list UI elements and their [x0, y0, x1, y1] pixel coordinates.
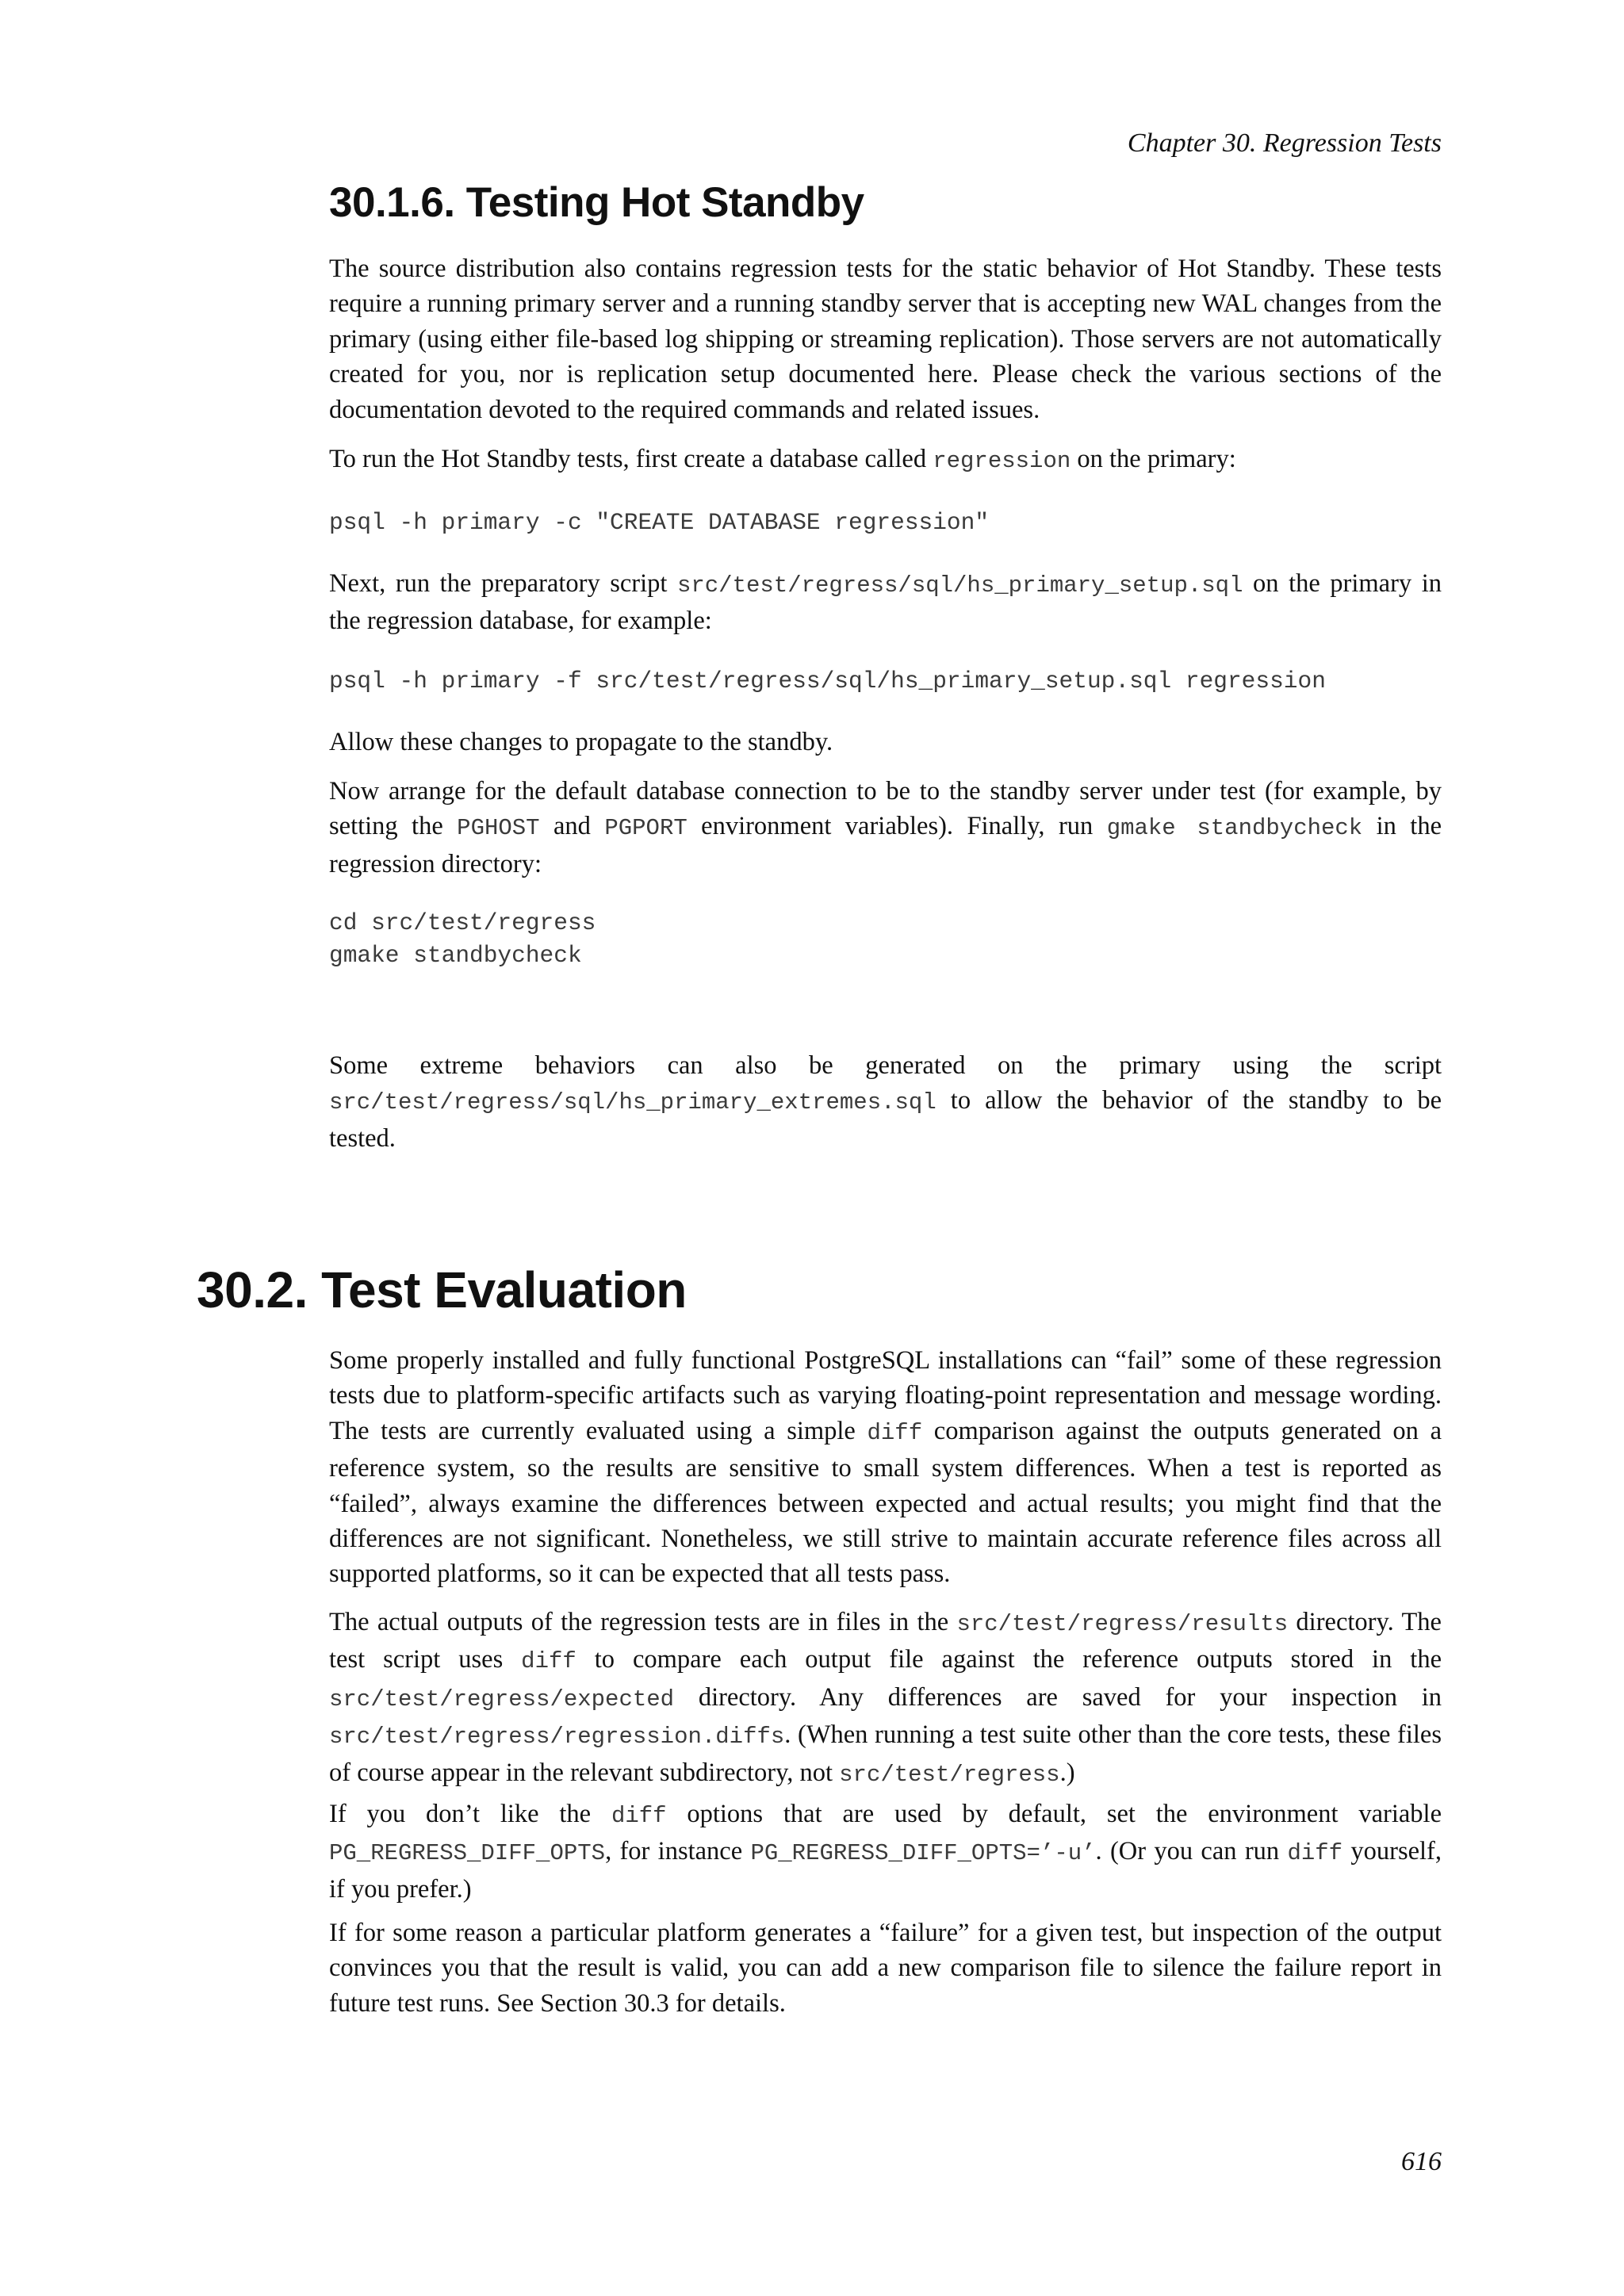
code-block-run-setup: psql -h primary -f src/test/regress/sql/hs_primary_setup.sql regression [329, 668, 1326, 695]
inline-code: diff [1287, 1840, 1343, 1867]
inline-code: src/test/regress/results [956, 1611, 1289, 1637]
inline-code: src/test/regress/expected [329, 1686, 675, 1712]
inline-code: diff [611, 1803, 667, 1829]
inline-code: PGHOST [457, 815, 540, 842]
inline-code: PG_REGRESS_DIFF_OPTS [329, 1840, 606, 1867]
paragraph-propagate: Allow these changes to propagate to the standby. [329, 728, 833, 756]
code-block-create-database: psql -h primary -c "CREATE DATABASE regression" [329, 509, 990, 536]
code-block-standbycheck: cd src/test/regress gmake standbycheck [329, 909, 596, 969]
paragraph-failure-comparison: If for some reason a particular platform generates a “failure” for a given test, but inspection of the output convinces you that the result is valid, you can add a new comparison file to silence the failure report in future test runs. See Section 30.3 for details. [329, 1919, 1442, 2018]
paragraph-diff-options: If you don’t like the diff options that are used by default, set the environment variable PG_REGRESS_DIFF_OPTS, for instance PG_REGRESS_DIFF_OPTS=’-u’. (Or you can run diff yourself, if you prefer.) [329, 1800, 1442, 1904]
running-head: Chapter 30. Regression Tests [1127, 128, 1442, 158]
paragraph-setup-script: Next, run the preparatory script src/test/regress/sql/hs_primary_setup.sql on the primary in the regression database, for example: [329, 569, 1442, 636]
inline-code: PGPORT [604, 815, 688, 842]
inline-code: PG_REGRESS_DIFF_OPTS=’-u’ [750, 1840, 1096, 1867]
paragraph-create-database: To run the Hot Standby tests, first create a database called regression on the primary: [329, 445, 1236, 474]
paragraph-test-evaluation: Some properly installed and fully functional PostgreSQL installations can “fail” some of these regression tests due to platform-specific artifacts such as varying floating-point representation and message wording. The tests are currently evaluated using a simple diff comparison against the outputs generated on a reference system, so the results are sensitive to small system differences. When a test is reported as “failed”, always examine the differences between expected and actual results; you might find that the differences are not significant. Nonetheless, we still strive to maintain accurate reference files across all supported platforms, so it can be expected that all tests pass. [329, 1346, 1442, 1589]
section-heading-30-1-6: 30.1.6. Testing Hot Standby [329, 179, 864, 226]
inline-code: gmake standbycheck [1106, 815, 1363, 842]
inline-code: regression [933, 448, 1071, 474]
inline-code: src/test/regress/sql/hs_primary_setup.sql [676, 572, 1243, 599]
inline-code: src/test/regress [839, 1761, 1060, 1788]
paragraph-standby-connection: Now arrange for the default database connection to be to the standby server under test (for example, by setting the PGHOST and PGPORT environment variables). Finally, run gmake standbycheck in the regression directory: [329, 777, 1442, 878]
paragraph-extremes: Some extreme behaviors can also be generated on the primary using the script src/test/regress/sql/hs_primary_extremes.sql to allow the behavior of the standby to be tested. [329, 1051, 1442, 1153]
paragraph-hot-standby-intro: The source distribution also contains regression tests for the static behavior of Hot Standby. These tests require a running primary server and a running standby server that is accepting new WAL changes from the primary (using either file-based log shipping or streaming replication). Those servers are not automatically created for you, nor is replication setup documented here. Please check the various sections of the documentation devoted to the required commands and related issues. [329, 254, 1442, 424]
inline-code: src/test/regress/regression.diffs [329, 1724, 785, 1751]
section-heading-30-2: 30.2. Test Evaluation [197, 1261, 687, 1318]
inline-code: src/test/regress/sql/hs_primary_extremes.sql [329, 1089, 936, 1116]
inline-code: diff [867, 1419, 923, 1446]
inline-code: diff [521, 1648, 576, 1675]
paragraph-actual-outputs: The actual outputs of the regression tests are in files in the src/test/regress/results directory. The test script uses diff to compare each output file against the reference outputs stored in the src/test/regress/expected directory. Any differences are saved for your inspection in src/test/regress/regression.diffs. (When running a test suite other than the core tests, these files of course appear in the relevant subdirectory, not src/test/regress.) [329, 1608, 1442, 1788]
page-number: 616 [1401, 2147, 1442, 2176]
